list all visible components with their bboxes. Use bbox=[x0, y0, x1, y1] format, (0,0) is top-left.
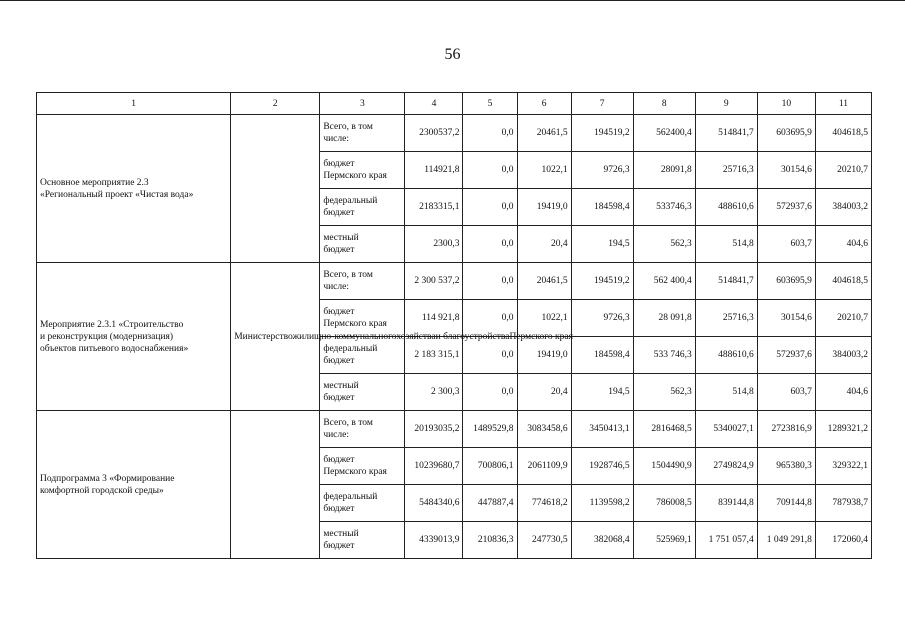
amount-cell: 447887,4 bbox=[463, 485, 517, 522]
amount-cell: 2749824,9 bbox=[695, 448, 757, 485]
amount-cell: 3083458,6 bbox=[517, 411, 571, 448]
column-number: 6 bbox=[517, 93, 571, 115]
funding-source-line: бюджет bbox=[323, 356, 355, 366]
column-number: 2 bbox=[231, 93, 320, 115]
amount-cell: 30154,6 bbox=[757, 300, 815, 337]
amount-cell: 525969,1 bbox=[633, 522, 695, 559]
funding-source-line: бюджет bbox=[323, 541, 355, 551]
amount-cell: 404,6 bbox=[815, 226, 871, 263]
amount-cell: 1289321,2 bbox=[815, 411, 871, 448]
amount-cell: 2816468,5 bbox=[633, 411, 695, 448]
funding-source-line: местный bbox=[323, 233, 359, 243]
amount-cell: 2723816,9 bbox=[757, 411, 815, 448]
amount-cell: 488610,6 bbox=[695, 337, 757, 374]
measure-name-line: «Региональный проект «Чистая вода» bbox=[40, 189, 194, 200]
amount-cell: 194,5 bbox=[571, 374, 633, 411]
amount-cell: 329322,1 bbox=[815, 448, 871, 485]
funding-source-line: Всего, в том bbox=[323, 122, 373, 132]
amount-cell: 562,3 bbox=[633, 226, 695, 263]
column-number: 7 bbox=[571, 93, 633, 115]
executor-line: и благоустройства bbox=[435, 331, 510, 342]
executor-line: Пермского края bbox=[509, 331, 573, 342]
amount-cell: 1022,1 bbox=[517, 152, 571, 189]
amount-cell: 0,0 bbox=[463, 152, 517, 189]
funding-source-line: бюджет bbox=[323, 159, 355, 169]
amount-cell: 114921,8 bbox=[405, 152, 463, 189]
amount-cell: 533746,3 bbox=[633, 189, 695, 226]
amount-cell: 562,3 bbox=[633, 374, 695, 411]
funding-source bbox=[320, 152, 405, 189]
amount-cell: 709144,8 bbox=[757, 485, 815, 522]
funding-source-line: местный bbox=[323, 529, 359, 539]
amount-cell: 572937,6 bbox=[757, 189, 815, 226]
amount-cell: 247730,5 bbox=[517, 522, 571, 559]
table-row bbox=[37, 411, 872, 448]
amount-cell: 0,0 bbox=[463, 189, 517, 226]
amount-cell: 0,0 bbox=[463, 115, 517, 152]
funding-source-line: бюджет bbox=[323, 245, 355, 255]
executor-line: жилищно- bbox=[292, 331, 335, 342]
amount-cell: 1 049 291,8 bbox=[757, 522, 815, 559]
funding-source-line: числе: bbox=[323, 282, 349, 292]
amount-cell: 514,8 bbox=[695, 226, 757, 263]
funding-source bbox=[320, 448, 405, 485]
amount-cell: 10239680,7 bbox=[405, 448, 463, 485]
amount-cell: 0,0 bbox=[463, 374, 517, 411]
amount-cell: 700806,1 bbox=[463, 448, 517, 485]
amount-cell: 562400,4 bbox=[633, 115, 695, 152]
measure-name bbox=[37, 115, 231, 263]
amount-cell: 404,6 bbox=[815, 374, 871, 411]
amount-cell: 0,0 bbox=[463, 226, 517, 263]
measure-name-line: Подпрограмма 3 «Формирование bbox=[40, 473, 175, 484]
amount-cell: 20210,7 bbox=[815, 152, 871, 189]
amount-cell: 194519,2 bbox=[571, 115, 633, 152]
amount-cell: 28091,8 bbox=[633, 152, 695, 189]
funding-source-line: числе: bbox=[323, 430, 349, 440]
amount-cell: 20,4 bbox=[517, 226, 571, 263]
funding-source-line: федеральный bbox=[323, 492, 378, 502]
amount-cell: 184598,4 bbox=[571, 189, 633, 226]
funding-source bbox=[320, 411, 405, 448]
amount-cell: 603,7 bbox=[757, 374, 815, 411]
amount-cell: 2183315,1 bbox=[405, 189, 463, 226]
amount-cell: 562 400,4 bbox=[633, 263, 695, 300]
amount-cell: 210836,3 bbox=[463, 522, 517, 559]
column-number: 5 bbox=[463, 93, 517, 115]
column-number: 11 bbox=[815, 93, 871, 115]
funding-source-line: Пермского края bbox=[323, 319, 387, 329]
amount-cell: 2061109,9 bbox=[517, 448, 571, 485]
funding-source-line: бюджет bbox=[323, 208, 355, 218]
amount-cell: 194519,2 bbox=[571, 263, 633, 300]
executor-line: Министерство bbox=[234, 331, 293, 342]
amount-cell: 514,8 bbox=[695, 374, 757, 411]
amount-cell: 572937,6 bbox=[757, 337, 815, 374]
amount-cell: 19419,0 bbox=[517, 337, 571, 374]
measure-name-line: Мероприятие 2.3.1 «Строительство bbox=[40, 319, 184, 330]
amount-cell: 839144,8 bbox=[695, 485, 757, 522]
amount-cell: 965380,3 bbox=[757, 448, 815, 485]
amount-cell: 1928746,5 bbox=[571, 448, 633, 485]
amount-cell: 3450413,1 bbox=[571, 411, 633, 448]
funding-source-line: Пермского края bbox=[323, 171, 387, 181]
measure-name-line: Основное мероприятие 2.3 bbox=[40, 177, 149, 188]
funding-source bbox=[320, 485, 405, 522]
amount-cell: 9726,3 bbox=[571, 152, 633, 189]
column-number: 8 bbox=[633, 93, 695, 115]
amount-cell: 2 300 537,2 bbox=[405, 263, 463, 300]
funding-source bbox=[320, 189, 405, 226]
amount-cell: 533 746,3 bbox=[633, 337, 695, 374]
amount-cell: 0,0 bbox=[463, 300, 517, 337]
funding-source-line: федеральный bbox=[323, 196, 378, 206]
amount-cell: 0,0 bbox=[463, 337, 517, 374]
amount-cell: 9726,3 bbox=[571, 300, 633, 337]
amount-cell: 2300,3 bbox=[405, 226, 463, 263]
amount-cell: 514841,7 bbox=[695, 115, 757, 152]
amount-cell: 0,0 bbox=[463, 263, 517, 300]
amount-cell: 20210,7 bbox=[815, 300, 871, 337]
funding-source bbox=[320, 263, 405, 300]
measure-name-line: комфортной городской среды» bbox=[40, 485, 164, 496]
funding-source-line: бюджет bbox=[323, 307, 355, 317]
amount-cell: 384003,2 bbox=[815, 189, 871, 226]
amount-cell: 1 751 057,4 bbox=[695, 522, 757, 559]
executor bbox=[231, 411, 320, 559]
amount-cell: 1504490,9 bbox=[633, 448, 695, 485]
funding-source bbox=[320, 374, 405, 411]
funding-source-line: Пермского края bbox=[323, 467, 387, 477]
column-number: 9 bbox=[695, 93, 757, 115]
amount-cell: 488610,6 bbox=[695, 189, 757, 226]
amount-cell: 194,5 bbox=[571, 226, 633, 263]
funding-source-line: Всего, в том bbox=[323, 270, 373, 280]
column-number: 1 bbox=[37, 93, 231, 115]
amount-cell: 514841,7 bbox=[695, 263, 757, 300]
amount-cell: 20,4 bbox=[517, 374, 571, 411]
amount-cell: 2 300,3 bbox=[405, 374, 463, 411]
budget-table bbox=[36, 92, 872, 559]
amount-cell: 404618,5 bbox=[815, 263, 871, 300]
column-number: 10 bbox=[757, 93, 815, 115]
table-header-row bbox=[37, 93, 872, 115]
amount-cell: 20461,5 bbox=[517, 263, 571, 300]
funding-source-line: местный bbox=[323, 381, 359, 391]
amount-cell: 382068,4 bbox=[571, 522, 633, 559]
amount-cell: 384003,2 bbox=[815, 337, 871, 374]
funding-source-line: Всего, в том bbox=[323, 418, 373, 428]
amount-cell: 30154,6 bbox=[757, 152, 815, 189]
amount-cell: 2300537,2 bbox=[405, 115, 463, 152]
amount-cell: 172060,4 bbox=[815, 522, 871, 559]
funding-source-line: федеральный bbox=[323, 344, 378, 354]
amount-cell: 114 921,8 bbox=[405, 300, 463, 337]
amount-cell: 19419,0 bbox=[517, 189, 571, 226]
amount-cell: 20193035,2 bbox=[405, 411, 463, 448]
measure-name bbox=[37, 411, 231, 559]
amount-cell: 1489529,8 bbox=[463, 411, 517, 448]
table-row bbox=[37, 115, 872, 152]
amount-cell: 603695,9 bbox=[757, 115, 815, 152]
amount-cell: 404618,5 bbox=[815, 115, 871, 152]
page-top-border bbox=[0, 0, 905, 1]
amount-cell: 603695,9 bbox=[757, 263, 815, 300]
amount-cell: 28 091,8 bbox=[633, 300, 695, 337]
executor-line: коммунального bbox=[334, 331, 397, 342]
funding-source bbox=[320, 337, 405, 374]
amount-cell: 774618,2 bbox=[517, 485, 571, 522]
funding-source bbox=[320, 115, 405, 152]
funding-source-line: числе: bbox=[323, 134, 349, 144]
table-row bbox=[37, 263, 872, 300]
amount-cell: 25716,3 bbox=[695, 300, 757, 337]
column-number: 4 bbox=[405, 93, 463, 115]
amount-cell: 603,7 bbox=[757, 226, 815, 263]
amount-cell: 1022,1 bbox=[517, 300, 571, 337]
funding-source-line: бюджет bbox=[323, 393, 355, 403]
measure-name bbox=[37, 263, 231, 411]
executor-line: хозяйства bbox=[396, 331, 436, 342]
amount-cell: 786008,5 bbox=[633, 485, 695, 522]
amount-cell: 5484340,6 bbox=[405, 485, 463, 522]
funding-source-line: бюджет bbox=[323, 504, 355, 514]
amount-cell: 20461,5 bbox=[517, 115, 571, 152]
measure-name-line: и реконструкция (модернизация) bbox=[40, 331, 174, 342]
column-number: 3 bbox=[320, 93, 405, 115]
page-number: 56 bbox=[444, 46, 461, 63]
funding-source-line: бюджет bbox=[323, 455, 355, 465]
amount-cell: 4339013,9 bbox=[405, 522, 463, 559]
amount-cell: 1139598,2 bbox=[571, 485, 633, 522]
funding-source bbox=[320, 226, 405, 263]
executor bbox=[231, 115, 320, 263]
amount-cell: 184598,4 bbox=[571, 337, 633, 374]
amount-cell: 5340027,1 bbox=[695, 411, 757, 448]
funding-source bbox=[320, 522, 405, 559]
measure-name-line: объектов питьевого водоснабжения» bbox=[40, 343, 189, 354]
amount-cell: 2 183 315,1 bbox=[405, 337, 463, 374]
amount-cell: 25716,3 bbox=[695, 152, 757, 189]
amount-cell: 787938,7 bbox=[815, 485, 871, 522]
